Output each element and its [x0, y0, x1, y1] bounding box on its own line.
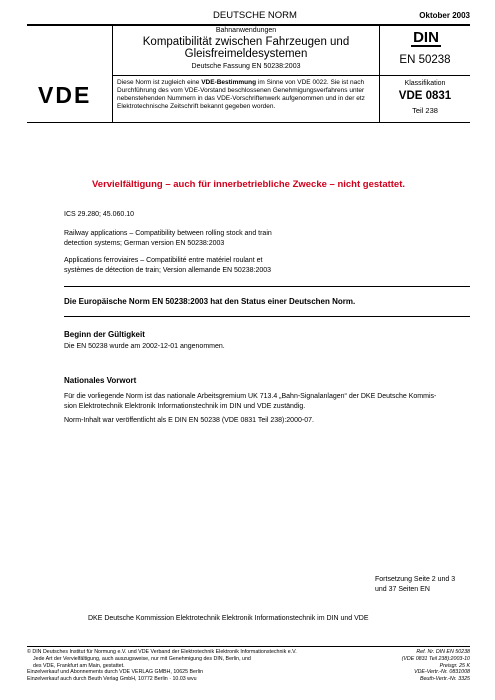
continuation-line1: Fortsetzung Seite 2 und 3 [375, 576, 456, 583]
document-title-line2: Gleisfreimeldesystemen [184, 48, 308, 60]
footer-copyright: © DIN Deutsches Institut für Normung e.V. und VDE Verband der Elektrotechnik Elektronik Informationstechnik e.V. [27, 649, 297, 655]
footer-beuth-number: Beuth-Vertr.-Nr. 3325 [419, 676, 470, 683]
vde-note-bold: VDE-Bestimmung [201, 79, 257, 86]
vde-note [117, 79, 379, 111]
publication-date: Oktober 2003 [419, 11, 470, 20]
foreword-p1-line2: sion Elektrotechnik Elektronik Informationstechnik im DIN und VDE zuständig. [64, 402, 306, 410]
footer-left-line2: Jede Art der Vervielfältigung, auch auszugsweise, nur mit Genehmigung des DIN, Berlin, und [33, 655, 251, 662]
status-statement: Die Europäische Norm EN 50238:2003 hat den Status einer Deutschen Norm. [64, 297, 356, 306]
din-logo-text: DIN [413, 29, 439, 46]
footer-price-group: Preisgr. 25 K [439, 662, 470, 669]
dke-line: DKE Deutsche Kommission Elektrotechnik Elektronik Informationstechnik im DIN und VDE [88, 615, 369, 622]
document-version: Deutsche Fassung EN 50238:2003 [191, 63, 301, 70]
footer-ref-number: Ref. Nr. DIN EN 50238 [416, 649, 470, 655]
vde-note-line4: Elektrotechnische Zeitschrift bekannt gegeben worden. [117, 103, 276, 110]
classification-label: Klassifikation [404, 80, 446, 87]
footer-left-line5: Einzelverkauf auch durch Beuth Verlag GmbH, 10772 Berlin · 10.03 wvu [27, 676, 197, 683]
validity-heading: Beginn der Gültigkeit [64, 330, 145, 339]
english-title-line2: detection systems; German version EN 50238:2003 [64, 239, 225, 247]
french-title [64, 256, 464, 275]
continuation-line2: und 37 Seiten EN [375, 585, 430, 593]
document-title-line1: Kompatibilität zwischen Fahrzeugen und [142, 36, 350, 48]
footer-vde-number: VDE-Vertr.-Nr. 0831008 [414, 669, 470, 676]
norm-type-label: DEUTSCHE NORM [213, 10, 297, 21]
title-divider [112, 75, 470, 76]
section-rule-2 [64, 316, 470, 317]
foreword-heading: Nationales Vorwort [64, 376, 137, 385]
footer-left-line3: des VDE, Frankfurt am Main, gestattet. [33, 662, 125, 669]
vde-note-line1 [117, 79, 379, 87]
block-bottom-rule [27, 122, 470, 123]
din-logo [411, 30, 441, 47]
title-category: Bahnanwendungen [215, 27, 277, 34]
foreword-paragraph-1 [64, 392, 474, 411]
foreword-p1-line1: Für die vorliegende Norm ist das nationale Arbeitsgremium UK 713.4 „Bahn-Signalanlagen“ der DKE Deutsche Kommis- [64, 393, 437, 400]
classification-part: Teil 238 [412, 106, 438, 115]
vde-note-prefix: Diese Norm ist zugleich eine [117, 79, 202, 86]
ics-code: ICS 29.280; 45.060.10 [64, 211, 135, 218]
validity-text: Die EN 50238 wurde am 2002-12-01 angenommen. [64, 343, 225, 350]
standard-number: EN 50238 [399, 54, 451, 66]
footer-right [360, 649, 470, 683]
footer-ref-detail: (VDE 0831 Teil 238):2003-10 [401, 655, 470, 662]
vde-note-line3: nebenstehenden Nummern in das VDE-Vorschriftenwerk aufgenommen und in der etz [117, 95, 365, 102]
vde-logo [38, 82, 104, 112]
continuation-note [375, 575, 475, 594]
vde-note-suffix: im Sinne von VDE 0022. Sie ist nach [256, 79, 365, 86]
english-title [64, 229, 464, 248]
footer-left-line4: Einzelverkauf und Abonnements durch VDE VERLAG GMBH, 10625 Berlin [27, 669, 204, 676]
classification-number: VDE 0831 [398, 90, 452, 102]
footer-left [27, 649, 377, 683]
vde-note-line2: Durchführung des vom VDE-Vorstand beschlossenen Genehmigungsverfahrens unter [117, 87, 365, 94]
english-title-line1: Railway applications – Compatibility between rolling stock and train [64, 230, 272, 237]
french-title-line1: Applications ferroviaires – Compatibilité entre matériel roulant et [64, 257, 263, 264]
reproduction-warning: Vervielfältigung – auch für innerbetriebliche Zwecke – nicht gestattet. [91, 179, 406, 190]
vde-logo-text: VDE [38, 82, 92, 108]
footer-rule [27, 646, 470, 647]
french-title-line2: systèmes de détection de train; Version allemande EN 50238:2003 [64, 266, 272, 274]
section-rule-1 [64, 286, 470, 287]
top-rule [27, 24, 470, 26]
foreword-paragraph-2: Norm-Inhalt war veröffentlicht als E DIN EN 50238 (VDE 0831 Teil 238):2000-07. [64, 417, 314, 424]
